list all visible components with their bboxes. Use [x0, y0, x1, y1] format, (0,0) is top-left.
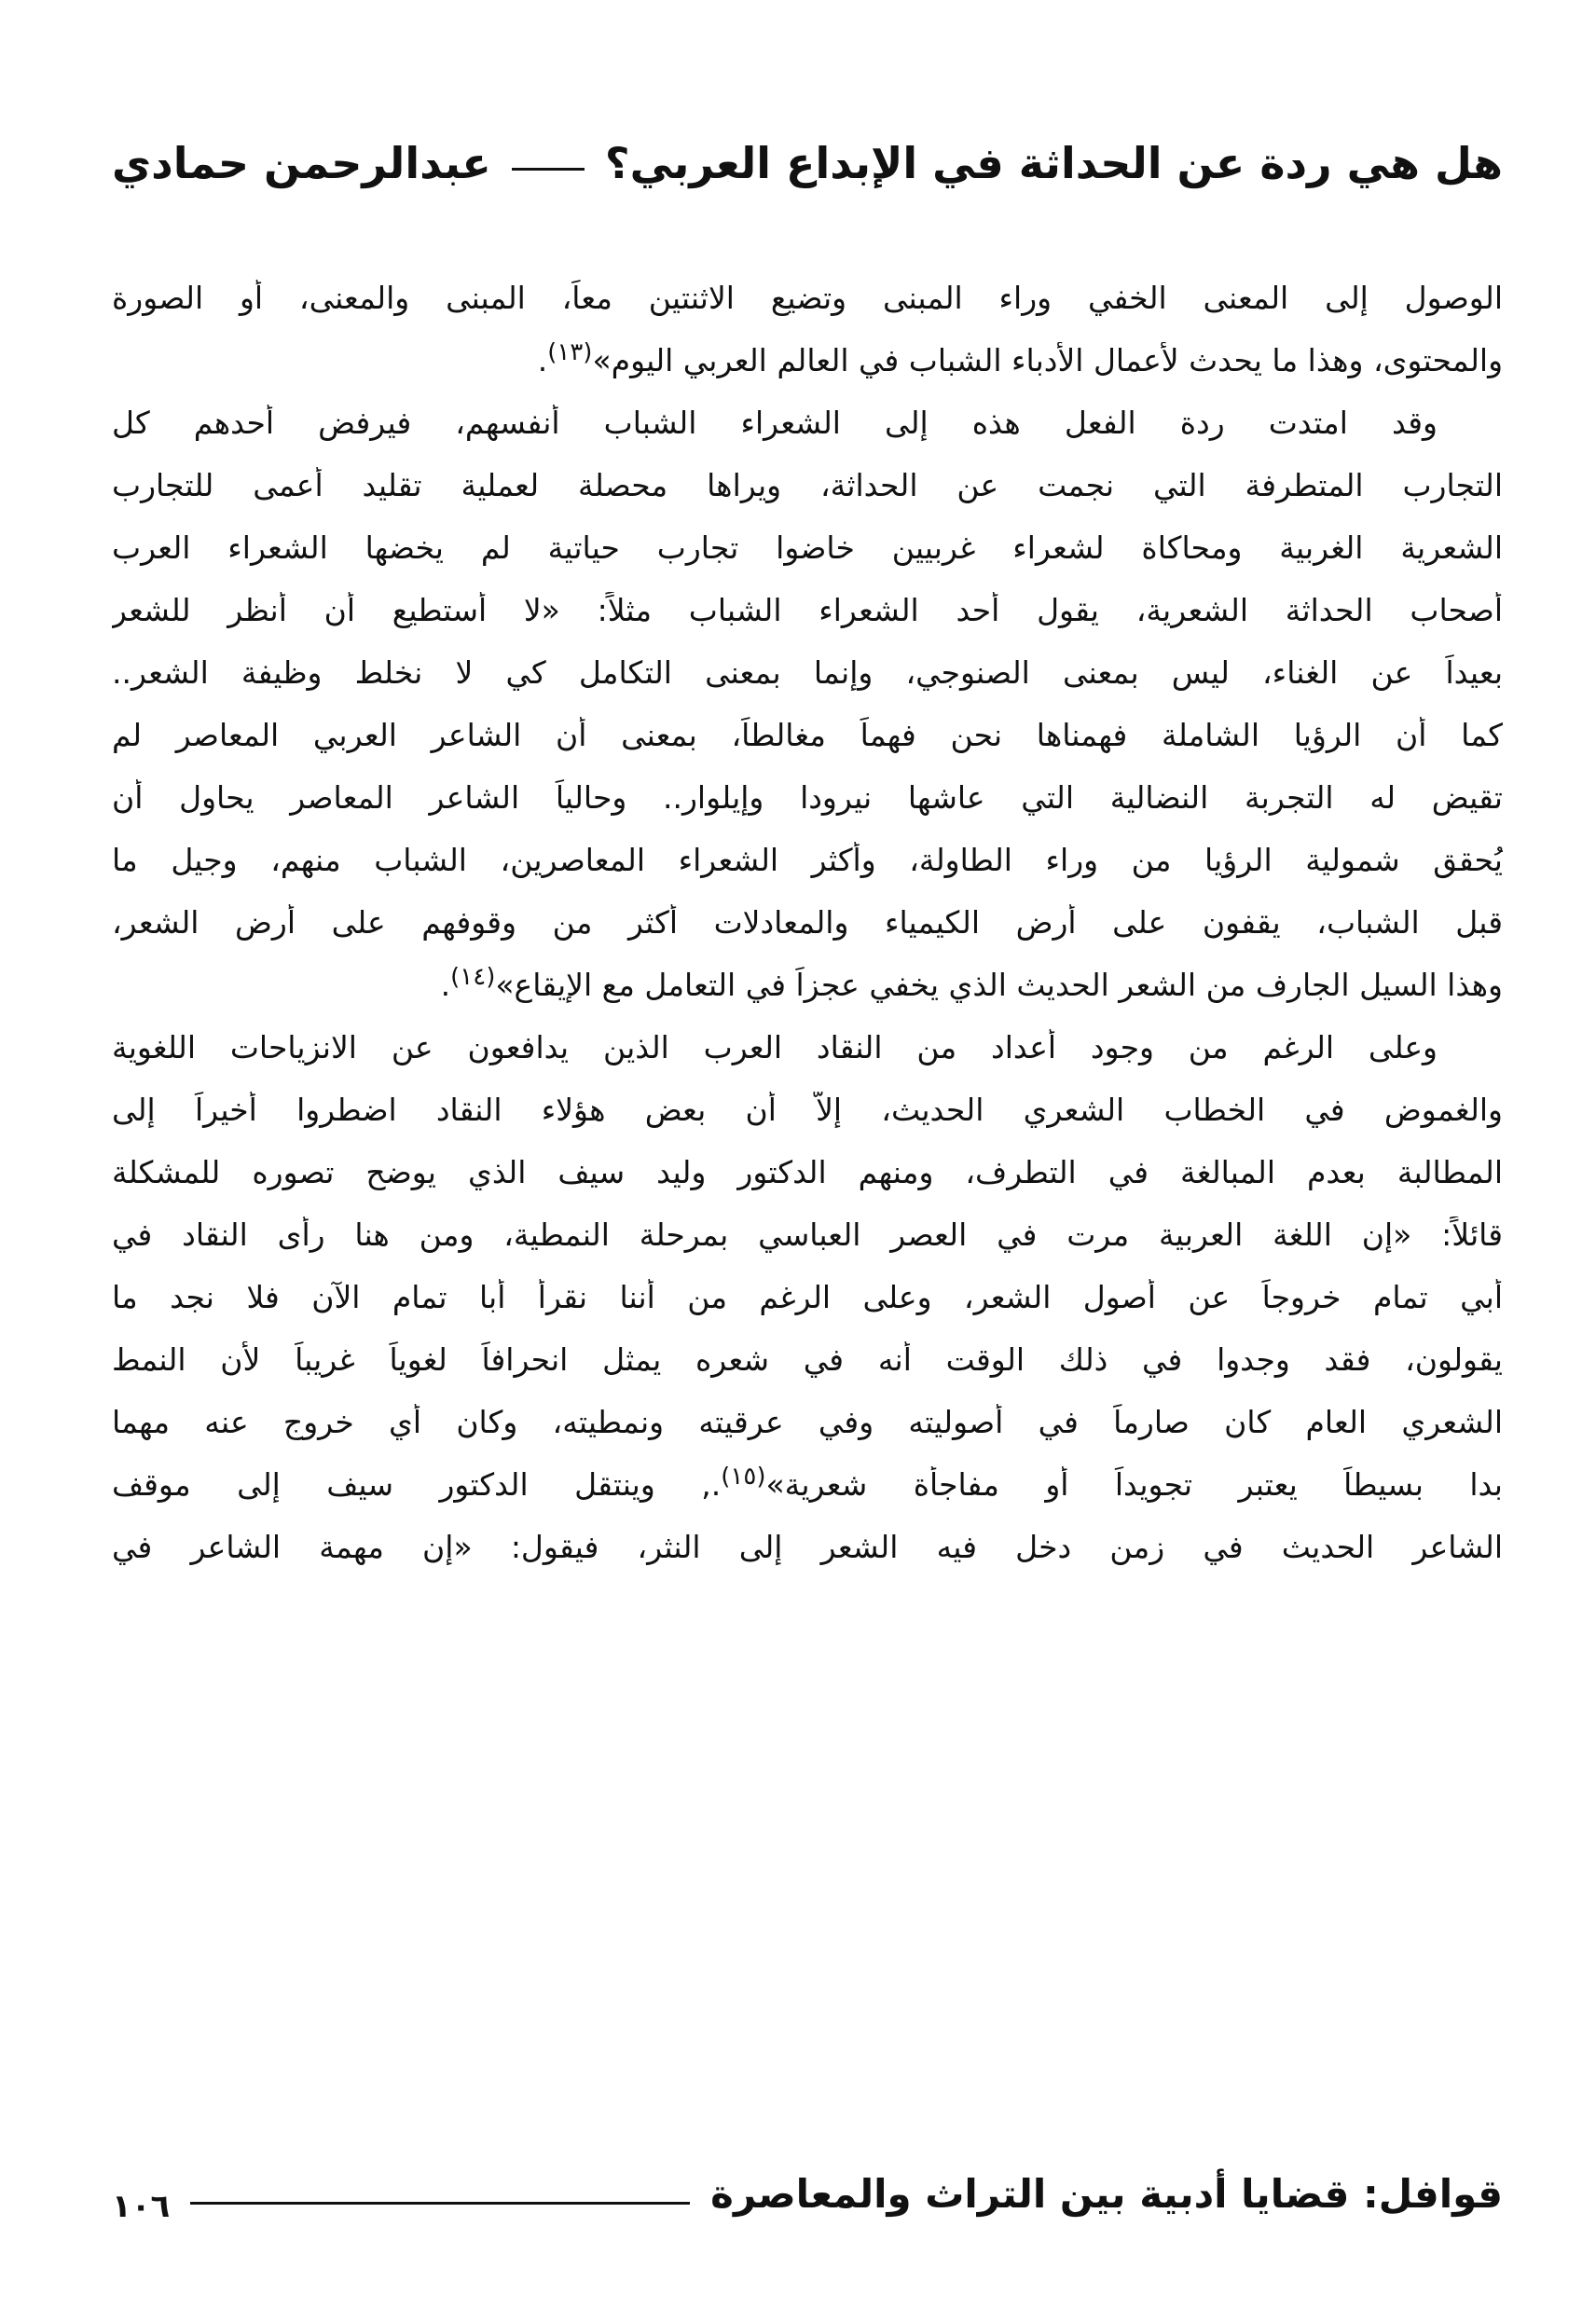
text-line: والغموض في الخطاب الشعري الحديث، إلاّ أن بعض هؤلاء النقاد اضطروا أخيراً إلى: [112, 1092, 1503, 1128]
body-text: [112, 280, 1503, 1591]
text-line: وعلى الرغم من وجود أعداد من النقاد العرب الذين يدافعون عن الانزياحات اللغوية: [112, 1029, 1438, 1065]
text-line: تقيض له التجربة النضالية التي عاشها نيرودا وإيلوار.. وحالياً الشاعر المعاصر يحاول أن: [112, 779, 1503, 816]
footnote-marker: (١٣): [547, 342, 593, 366]
text-line: بعيداً عن الغناء، ليس بمعنى الصنوجي، وإنما بمعنى التكامل كي لا نخلط وظيفة الشعر..: [112, 654, 1503, 691]
author-name: عبدالرحمن حمادي: [112, 138, 491, 188]
text-line: كما أن الرؤيا الشاملة فهمناها نحن فهماً مغالطاً، بمعنى أن الشاعر العربي المعاصر لم: [112, 717, 1503, 753]
article-title: هل هي ردة عن الحداثة في الإبداع العربي؟: [604, 138, 1503, 188]
text-line: المطالبة بعدم المبالغة في التطرف، ومنهم الدكتور وليد سيف الذي يوضح تصوره للمشكلة: [112, 1154, 1503, 1190]
text-line: [112, 342, 1503, 379]
text-line: أبي تمام خروجاً عن أصول الشعر، وعلى الرغم من أننا نقرأ أبا تمام الآن فلا نجد ما: [112, 1279, 1503, 1315]
text-line: [112, 967, 1503, 1004]
text-line: قائلاً: «إن اللغة العربية مرت في العصر العباسي بمرحلة النمطية، ومن هنا رأى النقاد في: [112, 1216, 1503, 1253]
text-line-tail: ., وينتقل الدكتور سيف إلى موقف: [112, 1466, 722, 1503]
text-line: يقولون، فقد وجدوا في ذلك الوقت أنه في شعره يمثل انحرافاً لغوياً غريباً لأن النمط: [112, 1341, 1503, 1378]
text-line-content: بدا بسيطاً يعتبر تجويداً أو مفاجأة شعرية»: [765, 1466, 1503, 1503]
text-line: الشاعر الحديث في زمن دخل فيه الشعر إلى النثر، فيقول: «إن مهمة الشاعر في: [112, 1529, 1503, 1565]
text-line-content: وهذا السيل الجارف من الشعر الحديث الذي يخفي عجزاً في التعامل مع الإيقاع»: [495, 967, 1503, 1003]
text-line-tail: .: [537, 342, 548, 378]
text-line: [112, 1466, 1503, 1504]
header-rule: [512, 168, 585, 171]
book-title: قوافل: قضايا أدبية بين التراث والمعاصرة: [710, 2170, 1503, 2217]
footnote-marker: (١٥): [721, 1466, 766, 1491]
footnote-marker: (١٤): [450, 967, 496, 991]
text-line: وقد امتدت ردة الفعل هذه إلى الشعراء الشباب أنفسهم، فيرفض أحدهم كل: [112, 405, 1438, 441]
page-number: ١٠٦: [112, 2188, 171, 2225]
text-line: الشعرية الغربية ومحاكاة لشعراء غربيين خاضوا تجارب حياتية لم يخضها الشعراء العرب: [112, 529, 1503, 566]
text-line: قبل الشباب، يقفون على أرض الكيمياء والمعادلات أكثر من وقوفهم على أرض الشعر،: [112, 904, 1503, 941]
text-line: يُحقق شمولية الرؤيا من وراء الطاولة، وأكثر الشعراء المعاصرين، الشباب منهم، وجيل ما: [112, 842, 1503, 878]
text-line: التجارب المتطرفة التي نجمت عن الحداثة، ويراها محصلة لعملية تقليد أعمى للتجارب: [112, 467, 1503, 503]
text-line: الشعري العام كان صارماً في أصوليته وفي عرقيته ونمطيته، وكان أي خروج عنه مهما: [112, 1404, 1503, 1440]
text-line-content: والمحتوى، وهذا ما يحدث لأعمال الأدباء الشباب في العالم العربي اليوم»: [592, 342, 1503, 378]
running-footer: [112, 2161, 1503, 2226]
text-line: الوصول إلى المعنى الخفي وراء المبنى وتضيع الاثنتين معاً، المبنى والمعنى، أو الصورة: [112, 280, 1503, 316]
text-line-tail: .: [440, 967, 451, 1003]
running-header: [112, 121, 1503, 205]
text-line: أصحاب الحداثة الشعرية، يقول أحد الشعراء الشباب مثلاً: «لا أستطيع أن أنظر للشعر: [112, 592, 1503, 628]
footer-rule: [190, 2202, 690, 2205]
